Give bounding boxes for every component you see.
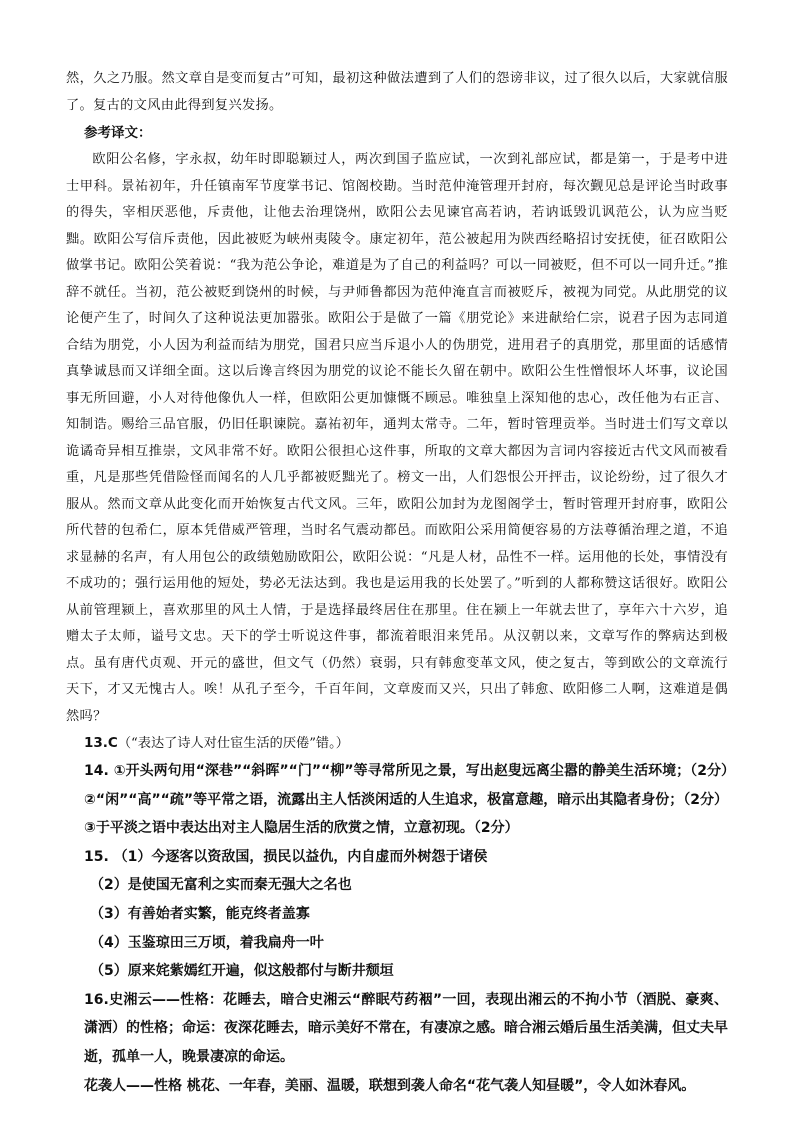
answer-15-item: （5）原来姹紫嫣红开遍，似这般都付与断井颓垣 [90,963,394,980]
answer-15-head: 15. （1）今逐客以资敌国，损民以益仇，内自虚而外树怨于诸侯 [84,848,488,865]
answer-16: 16.史湘云——性格：花睡去，暗合史湘云“醉眠芍药裀”一回，表现出湘云的不拘小节（酒脱、豪爽、潇洒）的性格；命运：夜深花睡去，暗示美好不常在，有凄凉之感。暗合湘云婚后虽生活美满，但丈夫早逝，孤单一人，晚景凄凉的命运。 [84,991,728,1065]
answer-13-number: 13.C [84,735,118,751]
translation-body: 欧阳公名修，字永叔，幼年时即聪颖过人，两次到国子监应试，一次到礼部应试，都是第一，于是考中进士甲科。景祐初年，升任镇南军节度掌书记、馆阁校勘。当时范仲淹管理开封府，每次觐见总是评论当时政事的得失，宰相厌恶他，斥责他，让他去治理饶州，欧阳公去见谏官高若讷，若讷诋毁讥讽范公，认为应当贬黜。欧阳公写信斥责他，因此被贬为峡州夷陵令。康定初年，范公被起用为陕西经略招讨安抚使，征召欧阳公做掌书记。欧阳公笑着说：“我为范公争论，难道是为了自己的利益吗？可以一同被贬，但不可以一同升迁。”推辞不就任。当初，范公被贬到饶州的时候，与尹师鲁都因为范仲淹直言而被贬斥，被视为同党。从此朋党的议论便产生了，时间久了这种说法更加嚣张。欧阳公于是做了一篇《朋党论》来进献给仁宗，说君子因为志同道合结为朋党，小人因为利益而结为朋党，国君只应当斥退小人的伪朋党，进用君子的真朋党，那里面的话感情真挚诚恳而又详细全面。这以后谗言终因为朋党的议论不能长久留在朝中。欧阳公生性憎恨坏人坏事，议论国事无所回避，小人对待他像仇人一样，但欧阳公更加慷慨不顾忌。唯独皇上深知他的忠心，改任他为右正言、知制诰。赐给三品官服，仍旧任职谏院。嘉祐初年，通判太常寺。二年，暂时管理贡举。当时进士们写文章以诡谲奇异相互推崇，文风非常不好。欧阳公很担心这件事，所取的文章大都因为言词内容接近古代文风而被看重，凡是那些凭借险怪而闻名的人几乎都被贬黜光了。榜文一出，人们怨恨公开抨击，议论纷纷，过了很久才服从。然而文章从此变化而开始恢复古代文风。三年，欧阳公加封为龙图阁学士，暂时管理开封府事，欧阳公所代替的包希仁，原本凭借威严管理，当时名气震动都邑。而欧阳公采用简便容易的方法尊循治理之道，不追求显赫的名声，有人用包公的政绩勉励欧阳公，欧阳公说：“凡是人材，品性不一样。运用他的长处，事情没有不成功的；强行运用他的短处，势必无法达到。我也是运用我的长处罢了。”听到的人都称赞这话很好。欧阳公从前管理颍上，喜欢那里的风土人情，于是选择最终居住在那里。住在颍上一年就去世了，享年六十六岁，追赠太子太师，谥号文忠。天下的学士听说这件事，都流着眼泪来凭吊。从汉朝以来，文章写作的弊病达到极点。虽有唐代贞观、开元的盛世，但文气（仍然）衰弱，只有韩愈变革文风，使之复古，等到欧公的文章流行天下，才又无愧古人。唉！从孔子至今，千百年间，文章废而又兴，只出了韩愈、欧阳修二人啊，这难道是偶然吗？ [66,152,728,724]
translation-heading: 参考译文： [84,125,152,141]
answer-15-item: （2）是使国无富利之实而秦无强大之名也 [90,877,352,894]
answer-13-text: （“表达了诗人对仕宦生活的厌倦”错。） [117,736,349,751]
answer-13 [66,730,728,757]
answer-15-item: （4）玉鉴琼田三万顷，着我扁舟一叶 [90,934,324,951]
answer-15-item: （3）有善始者实繁，能克终者盖寡 [90,905,310,922]
answer-16-b: 花袭人——性格 桃花、一年春，美丽、温暖，联想到袭人命名“花气袭人知昼暖”，令人如沐春风。 [84,1077,696,1094]
intro-paragraph: 然，久之乃服。然文章自是变而复古”可知，最初这种做法遭到了人们的怨谤非议，过了很久以后，大家就信服了。复古的文风由此得到复兴发扬。 [66,71,728,113]
answer-14: 14. ①开头两句用“深巷”“斜晖”“门”“柳”等寻常所见之景，写出赵叟远离尘嚣的静美生活环境；（2分）②“闲”“高”“疏”等平常之语，流露出主人恬淡闲适的人生追求，极富意趣，暗示出其隐者身份；（2分）③于平淡之语中表达出对主人隐居生活的欣赏之情，立意初现。（2分） [84,763,728,837]
